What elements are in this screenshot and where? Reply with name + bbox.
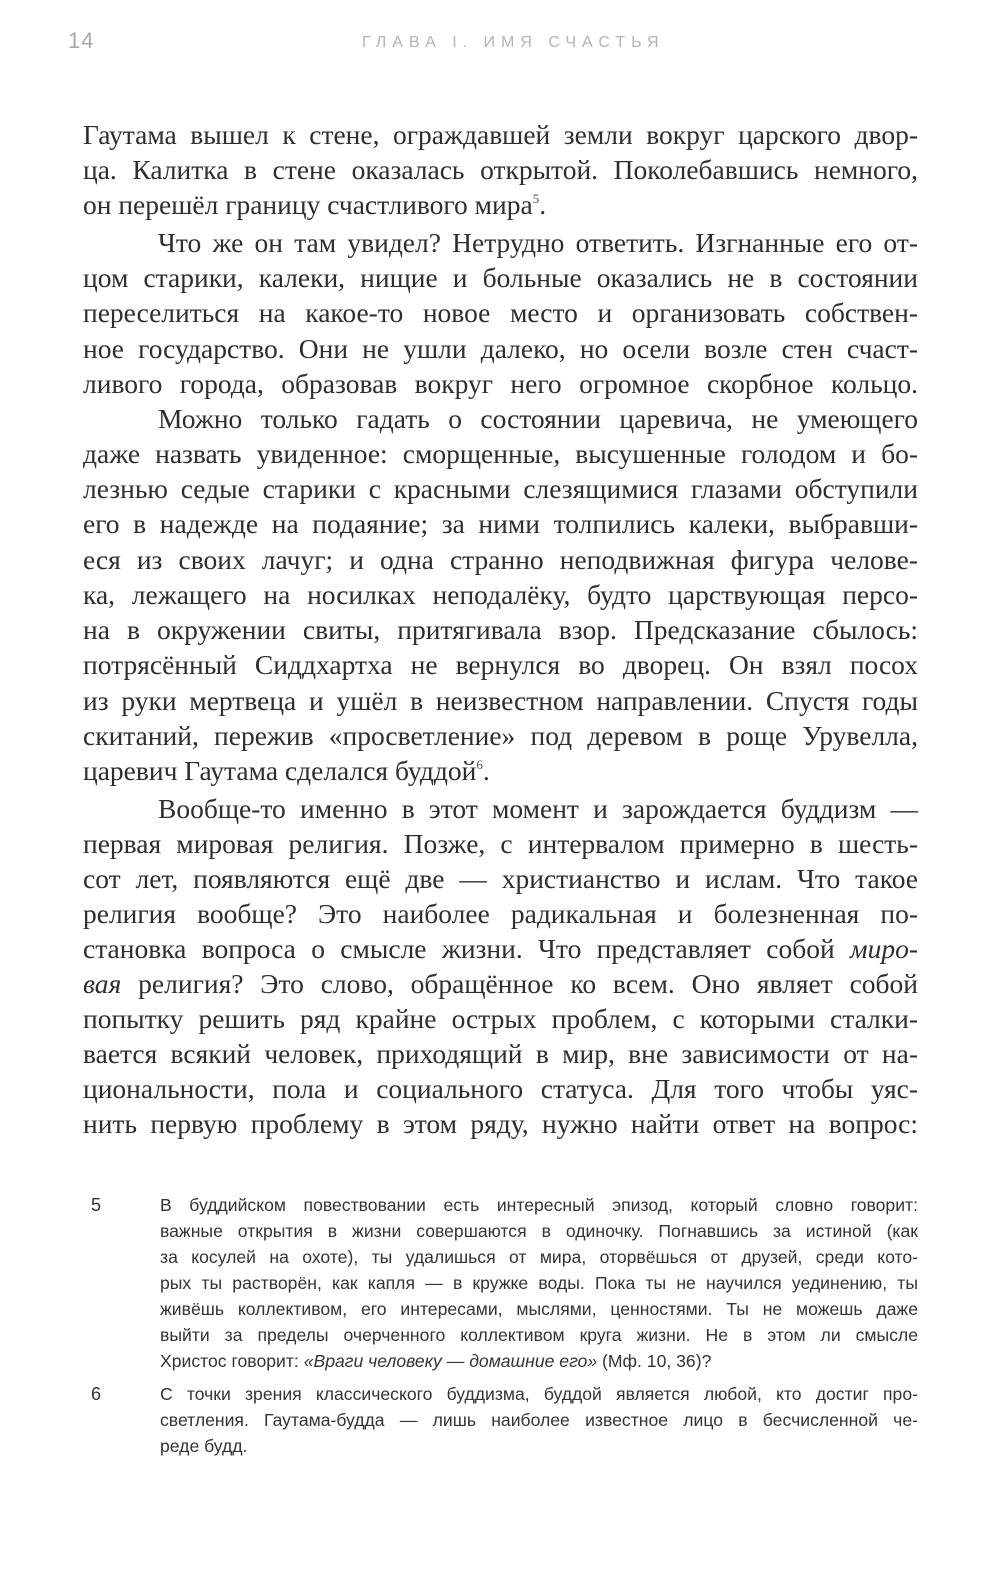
text-line: переселиться на какое-то новое место и организовать собствен- [83, 297, 918, 328]
text-line: потрясённый Сиддхартха не вернулся во дворец. Он взял посох [83, 649, 918, 680]
text-line: Вообще-то именно в этот момент и зарождается буддизм — [158, 793, 918, 824]
footnote-line: светления. Гаутама-будда — лишь наиболее известное лицо в бесчисленной че- [160, 1410, 918, 1430]
footnote-line: выйти за пределы очерченного коллективом круга жизни. Не в этом ли смысле [160, 1325, 918, 1345]
text-line: скитаний, пережив «просветление» под деревом в роще Урувелла, [83, 720, 918, 751]
footnote-line: реде будд. [160, 1436, 248, 1456]
italic-quote: «Враги человеку — домашние его» [303, 1351, 598, 1371]
italic-run: вая [83, 968, 122, 999]
text-line [83, 188, 918, 222]
text-line: вается всякий человек, приходящий в мир, вне зависимости от на- [83, 1038, 918, 1069]
footnote-line: рых ты растворён, как капля — в кружке воды. Пока ты не научился уединению, ты [160, 1273, 918, 1293]
text-line [83, 967, 918, 1001]
italic-run: миро- [850, 933, 918, 964]
text-run: становка вопроса о смысле жизни. Что представляет собой [83, 933, 835, 964]
footnote-number: 5 [91, 1195, 102, 1215]
footnote-line: живёшь коллективом, его интересами, мыслями, ценностями. Ты не можешь даже [160, 1299, 918, 1319]
page-number: 14 [68, 28, 95, 53]
text-run: . [482, 755, 490, 786]
footnote-number: 6 [91, 1384, 102, 1404]
text-line: религия вообще? Это наиболее радикальная и болезненная по- [83, 898, 918, 929]
footnote-ref-6[interactable]: 6 [476, 757, 483, 772]
footnote-line: важные открытия в жизни совершаются в одиночку. Погнавшись за истиной (как [160, 1221, 918, 1241]
text-line: еся из своих лачуг; и одна странно неподвижная фигура челове- [83, 544, 918, 575]
text-line: циональности, пола и социального статуса. Для того чтобы уяс- [83, 1073, 918, 1104]
text-line: на в окружении свиты, притягивала взор. Предсказание сбылось: [83, 614, 918, 645]
footnote-line [160, 1348, 918, 1374]
text-line: сот лет, появляются ещё две — христианство и ислам. Что такое [83, 863, 918, 894]
text-line: Что же он там увидел? Нетрудно ответить. Изгнанные его от- [158, 227, 918, 258]
text-line: Можно только гадать о состоянии царевича, не умеющего [158, 403, 918, 434]
text-line: первая мировая религия. Позже, с интервалом примерно в шесть- [83, 828, 918, 859]
text-line: попытку решить ряд крайне острых проблем, с которыми сталки- [83, 1003, 918, 1034]
footnote-line: за косулей на охоте), ты удалишься от мира, оторвёшься от друзей, среди кото- [160, 1247, 918, 1267]
running-head: ГЛАВА I. ИМЯ СЧАСТЬЯ [362, 34, 665, 51]
text-line: ка, лежащего на носилках неподалёку, будто царствующая персо- [83, 579, 918, 610]
text-line: нить первую проблему в этом ряду, нужно найти ответ на вопрос: [83, 1108, 918, 1139]
text-line: Гаутама вышел к стене, ограждавшей земли вокруг царского двор- [83, 119, 918, 150]
text-line: ливого города, образовав вокруг него огромное скорбное кольцо. [83, 368, 918, 399]
text-run: религия? Это слово, обращённое ко всем. Оно являет собой [138, 968, 918, 999]
text-line: ца. Калитка в стене оказалась открытой. Поколебавшись немного, [83, 154, 918, 185]
text-line: его в надежде на подаяние; за ними толпились калеки, выбравши- [83, 508, 918, 539]
text-line [83, 932, 918, 966]
text-line [83, 754, 918, 788]
text-run: он перешёл границу счастливого мира [83, 189, 533, 220]
text-line: даже назвать увиденное: сморщенные, высушенные голодом и бо- [83, 438, 918, 469]
text-line: лезнью седые старики с красными слезящимися глазами обступили [83, 473, 918, 504]
text-line: из руки мертвеца и ушёл в неизвестном направлении. Спустя годы [83, 685, 918, 716]
text-run: Христос говорит: [160, 1351, 299, 1371]
text-run: царевич Гаутама сделался буддой [83, 755, 477, 786]
text-run: . [539, 189, 547, 220]
text-run: (Мф. 10, 36)? [602, 1351, 712, 1371]
text-line: ное государство. Они не ушли далеко, но осели возле стен счаст- [83, 333, 918, 364]
footnote-line: В буддийском повествовании есть интересный эпизод, который словно говорит: [160, 1195, 918, 1215]
footnote-ref-5[interactable]: 5 [532, 191, 540, 206]
text-line: цом старики, калеки, нищие и больные оказались не в состоянии [83, 262, 918, 293]
footnote-line: С точки зрения классического буддизма, буддой является любой, кто достиг про- [160, 1384, 918, 1404]
